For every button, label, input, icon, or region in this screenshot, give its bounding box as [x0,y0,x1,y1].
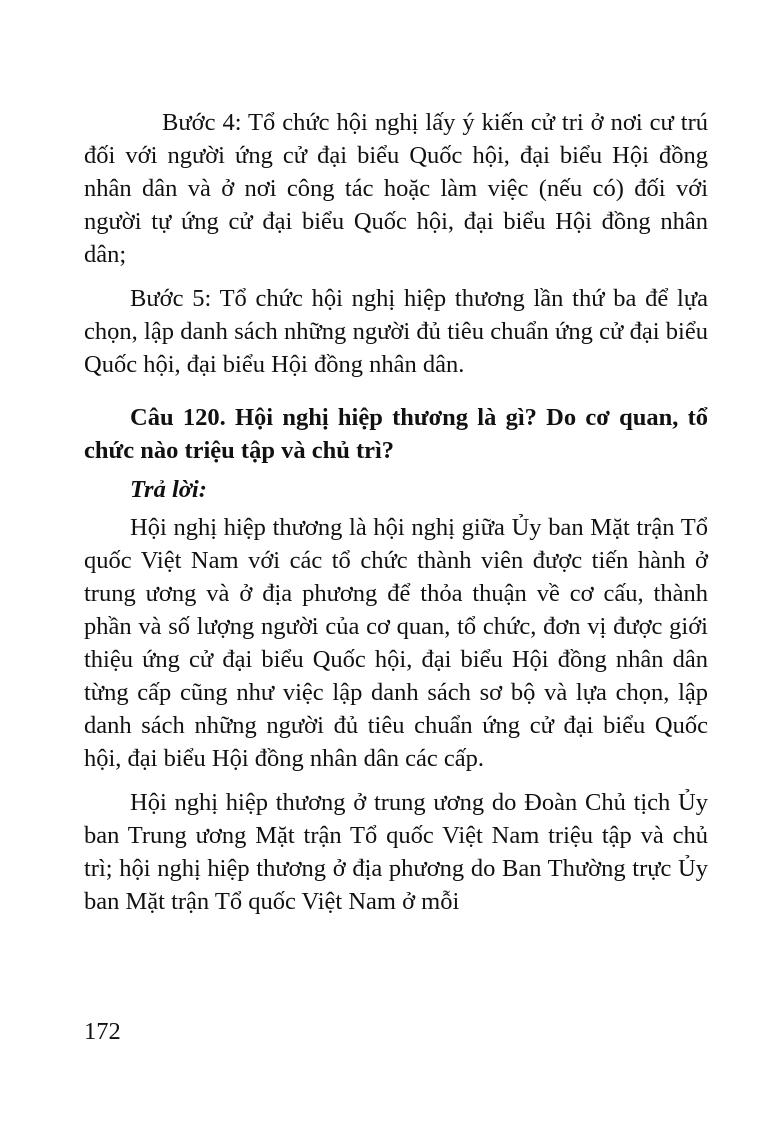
step-4-paragraph: Bước 4: Tổ chức hội nghị lấy ý kiến cử tri ở nơi cư trú đối với người ứng cử đại biểu Quốc hội, đại biểu Hội đồng nhân dân và ở nơi công tác hoặc làm việc (nếu có) đối với người tự ứng cử đại biểu Quốc hội, đại biểu Hội đồng nhân dân; [84,109,708,268]
answer-label: Trả lời: [130,476,207,503]
page-content [84,106,708,918]
question-heading: Câu 120. Hội nghị hiệp thương là gì? Do cơ quan, tổ chức nào triệu tập và chủ trì? [84,404,708,464]
answer-paragraph: Hội nghị hiệp thương ở trung ương do Đoàn Chủ tịch Ủy ban Trung ương Mặt trận Tổ quốc Việt Nam triệu tập và chủ trì; hội nghị hiệp thương ở địa phương do Ban Thường trực Ủy ban Mặt trận Tổ quốc Việt Nam ở mỗi [84,789,708,915]
page-number: 172 [84,1018,121,1045]
answer-paragraph: Hội nghị hiệp thương là hội nghị giữa Ủy ban Mặt trận Tổ quốc Việt Nam với các tổ chức thành viên được tiến hành ở trung ương và ở địa phương để thỏa thuận về cơ cấu, thành phần và số lượng người của cơ quan, tổ chức, đơn vị được giới thiệu ứng cử đại biểu Quốc hội, đại biểu Hội đồng nhân dân từng cấp cũng như việc lập danh sách sơ bộ và lựa chọn, lập danh sách những người đủ tiêu chuẩn ứng cử đại biểu Quốc hội, đại biểu Hội đồng nhân dân các cấp. [84,514,708,772]
step-5-paragraph: Bước 5: Tổ chức hội nghị hiệp thương lần thứ ba để lựa chọn, lập danh sách những người đủ tiêu chuẩn ứng cử đại biểu Quốc hội, đại biểu Hội đồng nhân dân. [84,285,708,378]
